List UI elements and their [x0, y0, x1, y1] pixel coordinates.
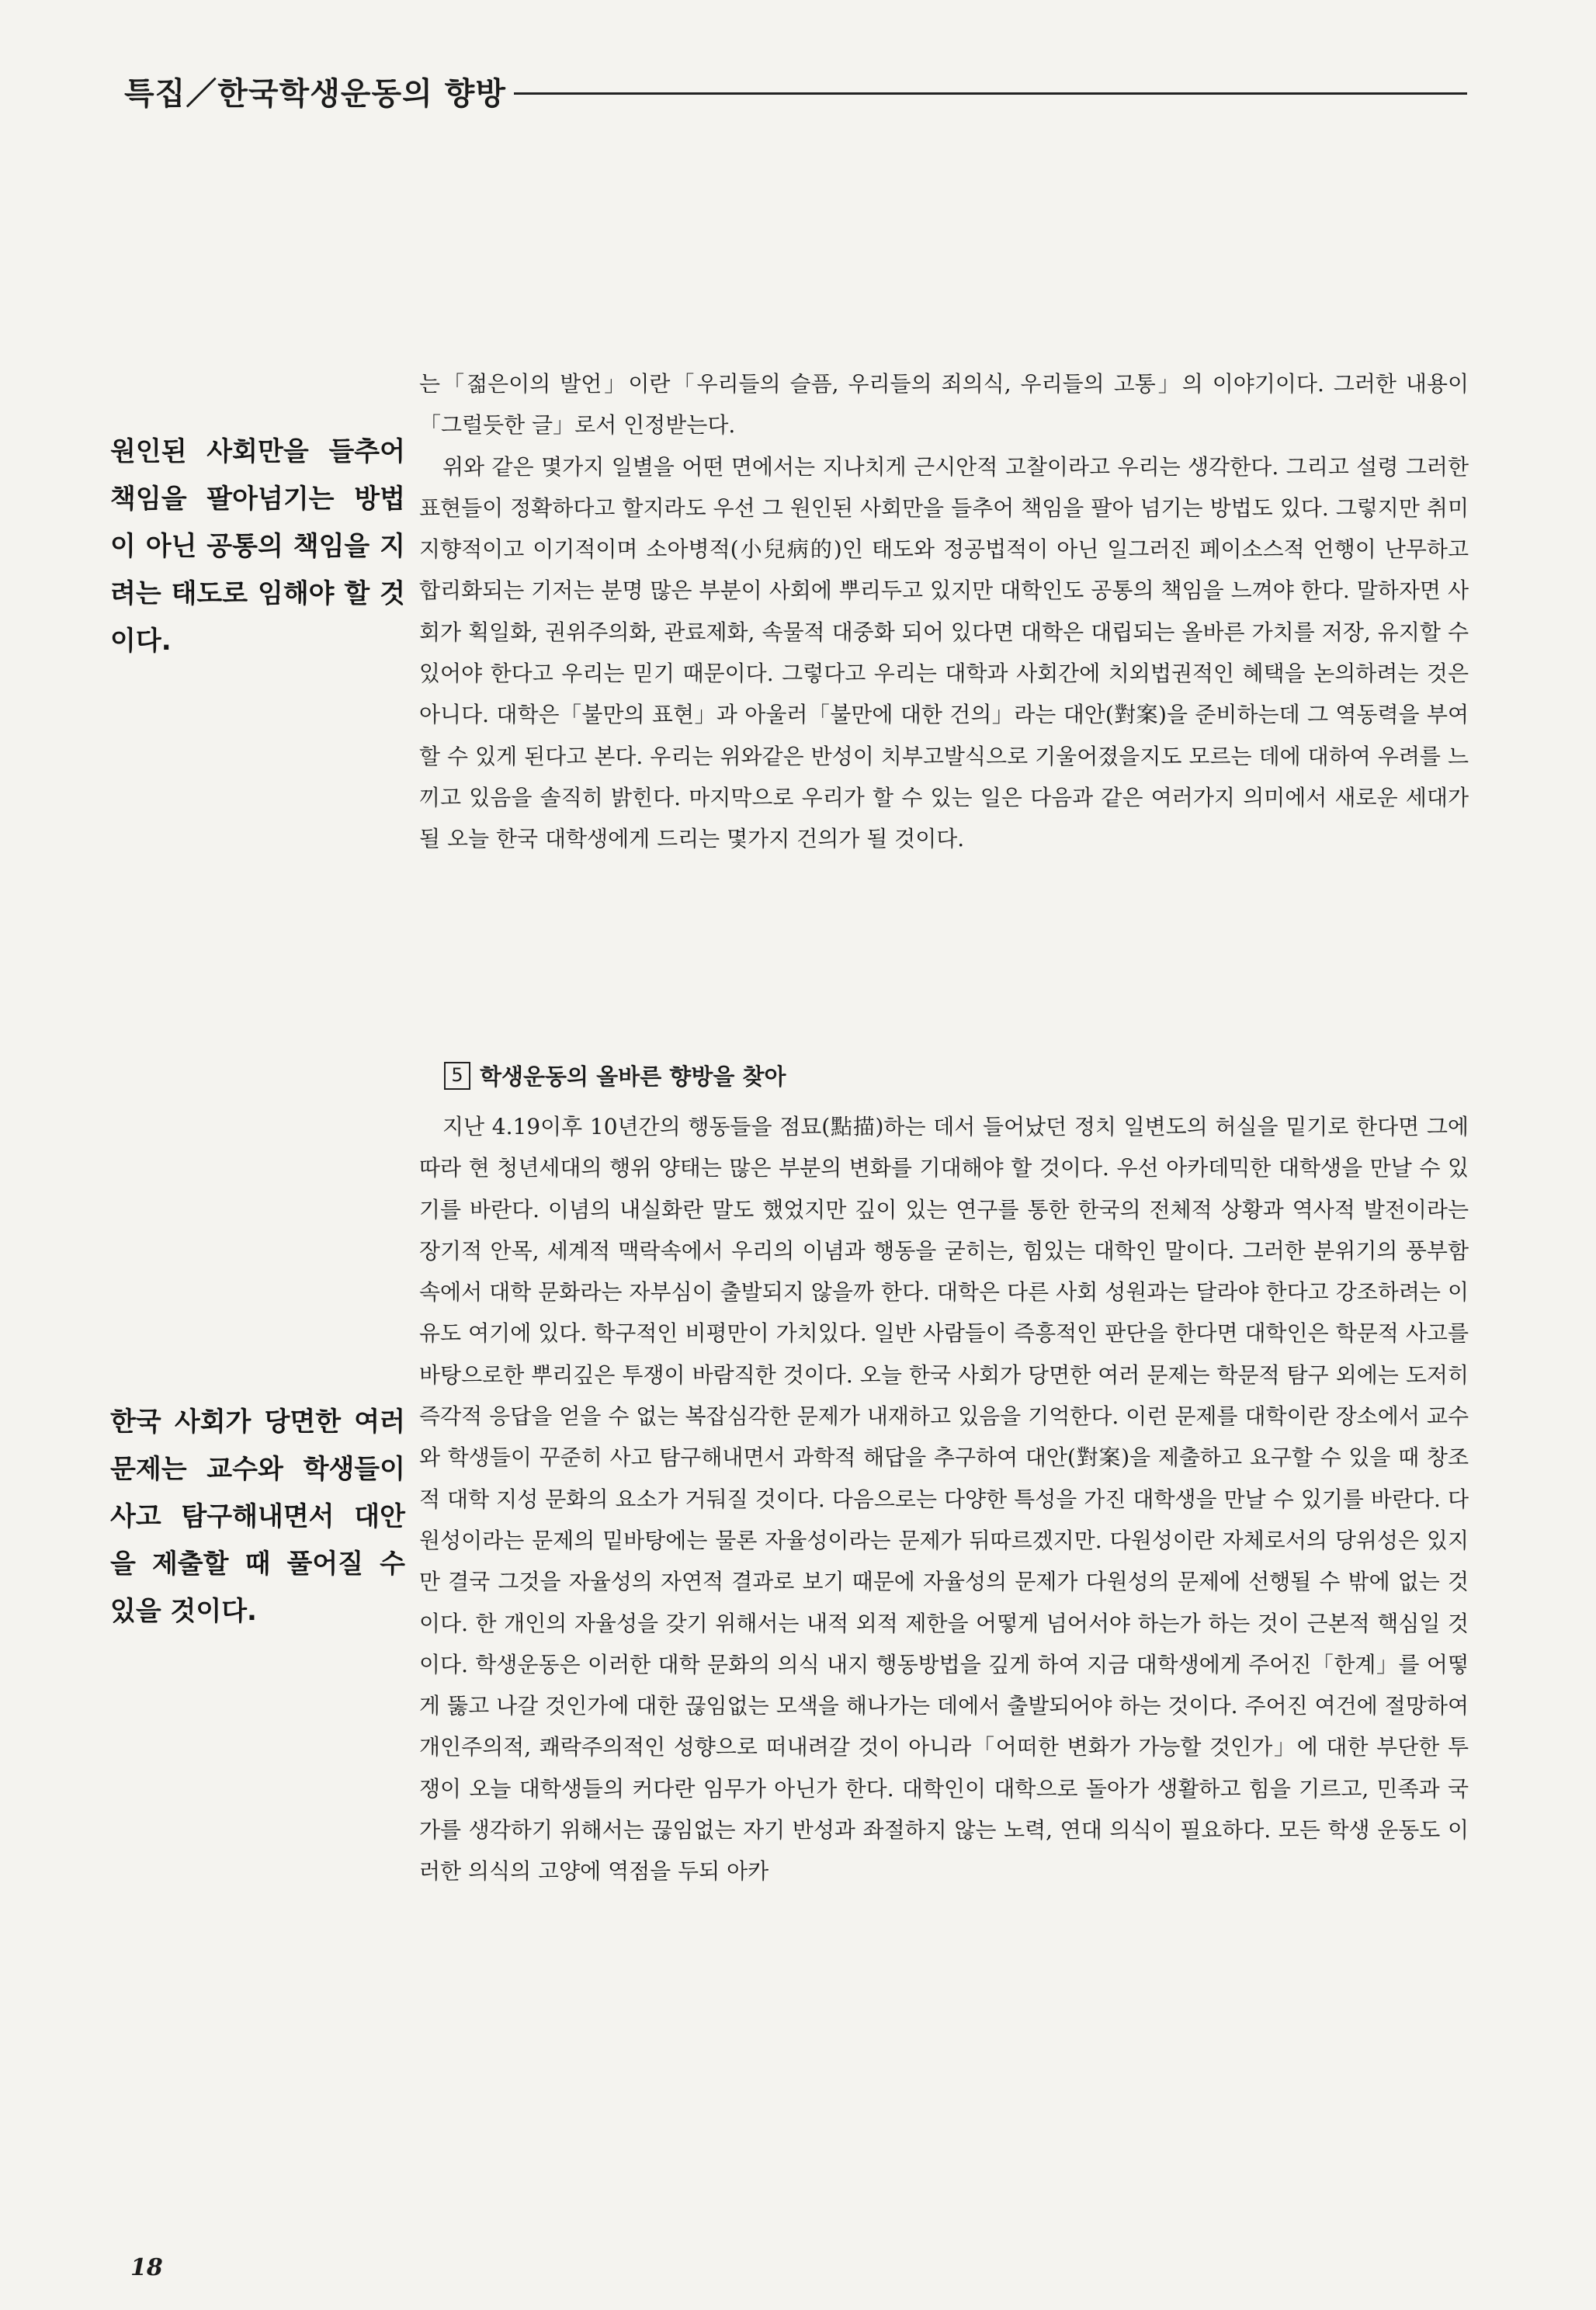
paragraph-1: 는「젊은이의 발언」이란「우리들의 슬픔, 우리들의 죄의식, 우리들의 고통」의 이야기이다. 그러한 내용이「그럴듯한 글」로서 인정받는다.: [419, 371, 1469, 439]
page-number: 18: [130, 2254, 163, 2281]
article-body-upper: [419, 363, 1469, 860]
section-heading: [444, 1060, 786, 1091]
pullquote-1: 원인된 사회만을 들추어 책임을 팔아넘기는 방법이 아닌 공통의 책임을 지려는 태도로 임해야 할 것이다.: [110, 436, 405, 657]
section-number-box: 5: [444, 1062, 470, 1090]
article-body-lower: [419, 1106, 1469, 1892]
section-title: 학생운동의 올바른 향방을 찾아: [480, 1063, 786, 1090]
paragraph-2: 위와 같은 몇가지 일별을 어떤 면에서는 지나치게 근시안적 고찰이라고 우리는 생각한다. 그리고 설령 그러한 표현들이 정확하다고 할지라도 우선 그 원인된 사회만을 들추어 책임을 팔아 넘기는 방법도 있다. 그렇지만 취미지향적이고 이기적이며 소아병적(小兒病的)인 태도와 정공법적이 아닌 일그러진 페이소스적 언행이 난무하고 합리화되는 기저는 분명 많은 부분이 사회에 뿌리두고 있지만 대학인도 공통의 책임을 느껴야 한다. 말하자면 사회가 획일화, 권위주의화, 관료제화, 속물적 대중화 되어 있다면 대학은 대립되는 올바른 가치를 저장, 유지할 수 있어야 한다고 우리는 믿기 때문이다. 그렇다고 우리는 대학과 사회간에 치외법권적인 혜택을 논의하려는 것은 아니다. 대학은「불만의 표현」과 아울러「불만에 대한 건의」라는 대안(對案)을 준비하는데 그 역동력을 부여할 수 있게 된다고 본다. 우리는 위와같은 반성이 치부고발식으로 기울어졌을지도 모르는 데에 대하여 우려를 느끼고 있음을 솔직히 밝힌다. 마지막으로 우리가 할 수 있는 일은 다음과 같은 여러가지 의미에서 새로운 세대가 될 오늘 한국 대학생에게 드리는 몇가지 건의가 될 것이다.: [419, 453, 1469, 852]
paragraph-3: 지난 4.19이후 10년간의 행동들을 점묘(點描)하는 데서 들어났던 정치 일변도의 허실을 밑기로 한다면 그에 따라 현 청년세대의 행위 양태는 많은 부분의 변화를 기대해야 할 것이다. 우선 아카데믹한 대학생을 만날 수 있기를 바란다. 이념의 내실화란 말도 했었지만 깊이 있는 연구를 통한 한국의 전체적 상황과 역사적 발전이라는 장기적 안목, 세계적 맥락속에서 우리의 이념과 행동을 굳히는, 힘있는 대학인 말이다. 그러한 분위기의 풍부함 속에서 대학 문화라는 자부심이 출발되지 않을까 한다. 대학은 다른 사회 성원과는 달라야 한다고 강조하려는 이유도 여기에 있다. 학구적인 비평만이 가치있다. 일반 사람들이 즉흥적인 판단을 한다면 대학인은 학문적 사고를 바탕으로한 뿌리깊은 투쟁이 바람직한 것이다. 오늘 한국 사회가 당면한 여러 문제는 학문적 탐구 외에는 도저히 즉각적 응답을 얻을 수 없는 복잡심각한 문제가 내재하고 있음을 기억한다. 이런 문제를 대학이란 장소에서 교수와 학생들이 꾸준히 사고 탐구해내면서 과학적 해답을 추구하여 대안(對案)을 제출하고 요구할 수 있을 때 창조적 대학 지성 문화의 요소가 거둬질 것이다. 다음으로는 다양한 특성을 가진 대학생을 만날 수 있기를 바란다. 다원성이라는 문제의 밑바탕에는 물론 자율성이라는 문제가 뒤따르겠지만. 다원성이란 자체로서의 당위성은 있지만 결국 그것을 자율성의 자연적 결과로 보기 때문에 자율성의 문제가 다원성의 문제에 선행될 수 밖에 없는 것이다. 한 개인의 자율성을 갖기 위해서는 내적 외적 제한을 어떻게 넘어서야 하는가 하는 것이 근본적 핵심일 것이다. 학생운동은 이러한 대학 문화의 의식 내지 행동방법을 깊게 하여 지금 대학생에게 주어진「한계」를 어떻게 뚫고 나갈 것인가에 대한 끊임없는 모색을 해나가는 데에서 출발되어야 하는 것이다. 주어진 여건에 절망하여 개인주의적, 쾌락주의적인 성향으로 떠내려갈 것이 아니라「어떠한 변화가 가능할 것인가」에 대한 부단한 투쟁이 오늘 대학생들의 커다란 임무가 아닌가 한다. 대학인이 대학으로 돌아가 생활하고 힘을 기르고, 민족과 국가를 생각하기 위해서는 끊임없는 자기 반성과 좌절하지 않는 노력, 연대 의식이 필요하다. 모든 학생 운동도 이러한 의식의 고양에 역점을 두되 아카: [419, 1114, 1469, 1885]
pullquote-2: 한국 사회가 당면한 여러문제는 교수와 학생들이 사고 탐구해내면서 대안을 제출할 때 풀어질 수 있을 것이다.: [110, 1406, 405, 1627]
running-header: [124, 64, 1467, 118]
header-rule: [514, 92, 1467, 95]
header-title: 특집／한국학생운동의 향방: [124, 75, 506, 112]
